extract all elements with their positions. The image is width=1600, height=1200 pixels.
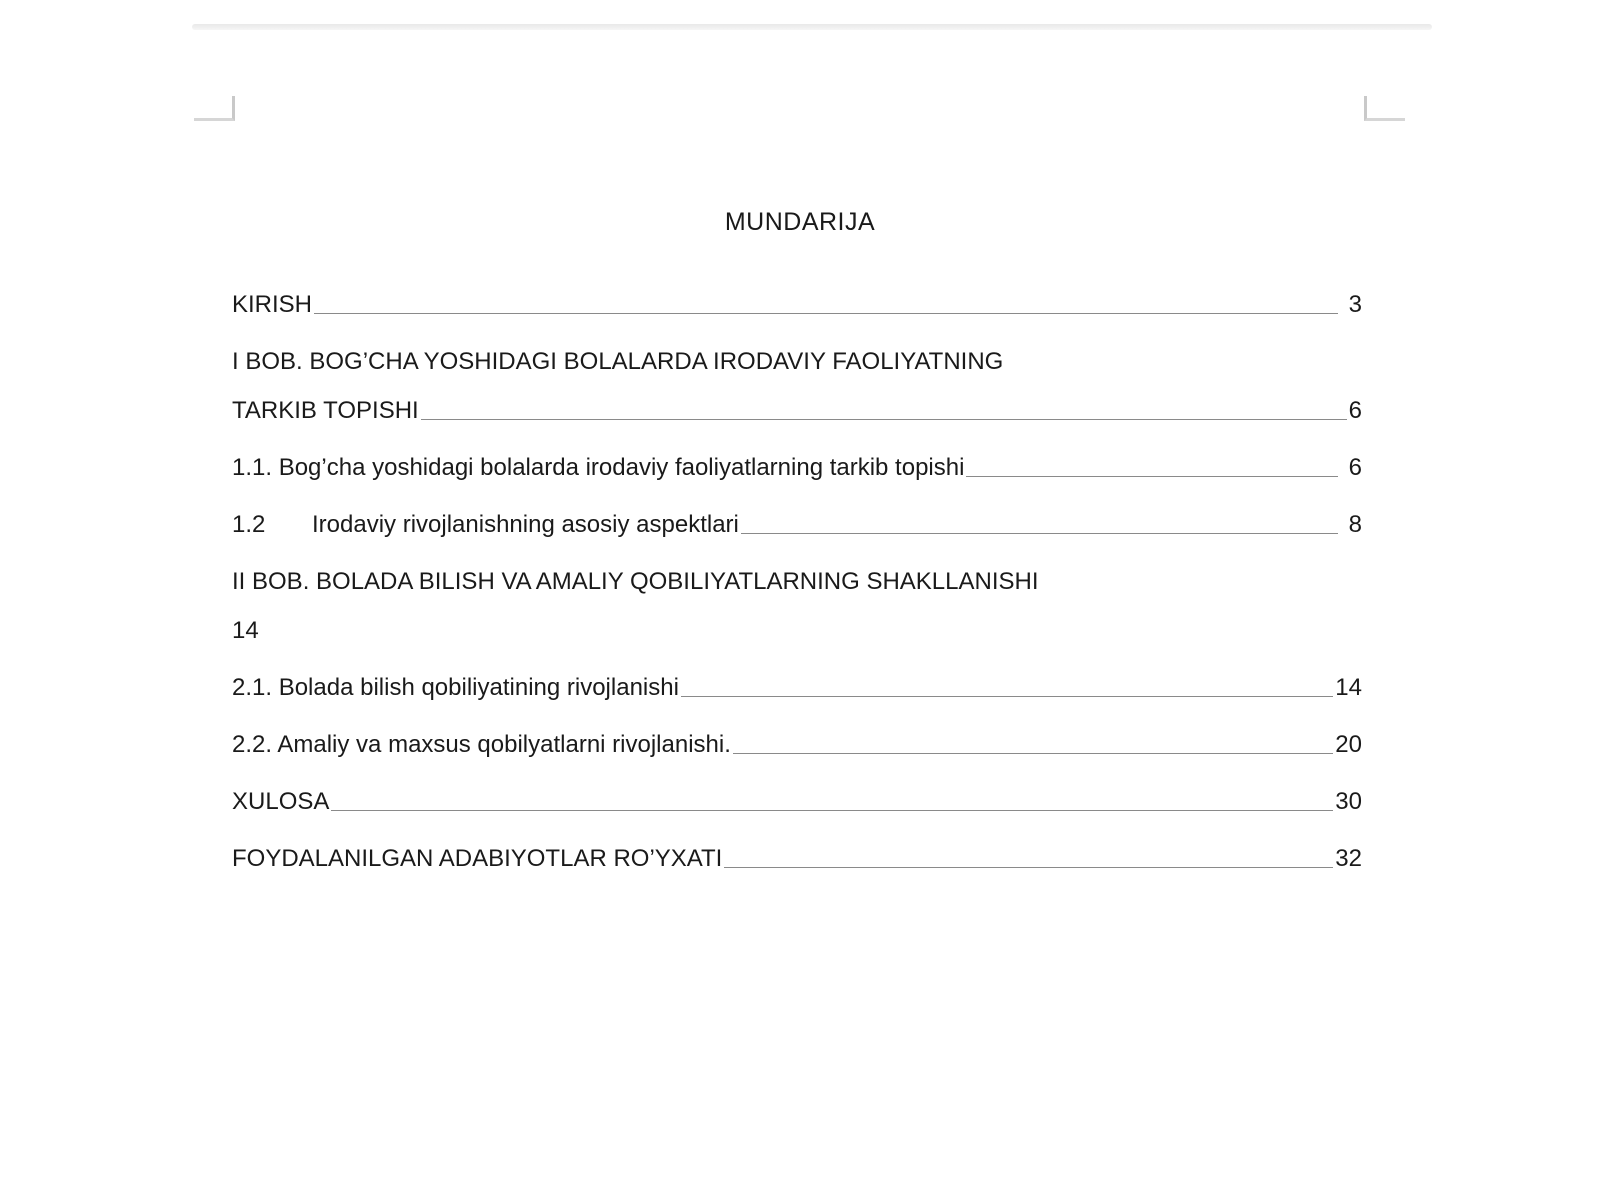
toc-entry-2-2[interactable] [232,730,1362,760]
toc-page-number: 20 [1335,731,1362,758]
toc-entry-label: 2.2. Amaliy va maxsus qobilyatlarni rivojlanishi. [232,731,731,758]
dot-leader [331,809,1333,811]
dot-leader [741,532,1338,534]
crop-mark-top-left [194,96,235,121]
toc-entry-label-continued: TARKIB TOPISHI [232,397,419,424]
toc-entry-label: 2.1. Bolada bilish qobiliyatining rivojlanishi [232,674,679,701]
toc-entry-2-1[interactable] [232,673,1362,703]
toc-entry-xulosa[interactable] [232,787,1362,817]
page-top-edge [192,24,1432,30]
page-title: MUNDARIJA [724,208,876,236]
toc-entry-label: I BOB. BOG’CHA YOSHIDAGI BOLALARDA IRODAVIY FAOLIYATNING [232,348,1004,375]
toc-entry-bob-1[interactable] [232,347,1362,426]
toc-page-number: 14 [232,617,259,644]
toc-page-number: 3 [1348,291,1362,318]
toc-page-number: 30 [1335,788,1362,815]
toc-entry-label: Irodaviy rivojlanishning asosiy aspektlari [312,511,739,538]
toc-entry-kirish[interactable] [232,290,1362,320]
toc-entry-label: KIRISH [232,291,313,318]
toc-entry-label: FOYDALANILGAN ADABIYOTLAR RO’YXATI [232,845,723,872]
toc-entry-label: XULOSA [232,788,330,815]
dot-leader [966,475,1338,477]
dot-leader [724,866,1333,868]
dot-leader [314,312,1338,314]
toc-entry-1-2[interactable] [232,510,1362,540]
toc-entry-1-1[interactable] [232,453,1362,483]
dot-leader [733,752,1333,754]
toc-page-number: 8 [1348,511,1362,538]
toc-page-number: 6 [1348,397,1362,424]
crop-mark-top-right [1364,96,1405,121]
toc-page-number: 6 [1348,454,1362,481]
toc-entry-bob-2[interactable] [232,567,1362,646]
toc-entry-number: 1.2 [232,511,266,538]
toc-entry-label: 1.1. Bog’cha yoshidagi bolalarda irodaviy faoliyatlarning tarkib topishi [232,454,965,481]
toc-entry-adabiyotlar[interactable] [232,844,1362,874]
toc-page-number: 14 [1335,674,1362,701]
toc-entry-label: II BOB. BOLADA BILISH VA AMALIY QOBILIYATLARNING SHAKLLANISHI [232,568,1039,595]
table-of-contents [232,290,1362,901]
dot-leader [681,695,1333,697]
dot-leader [421,418,1347,420]
toc-page-number: 32 [1335,845,1362,872]
